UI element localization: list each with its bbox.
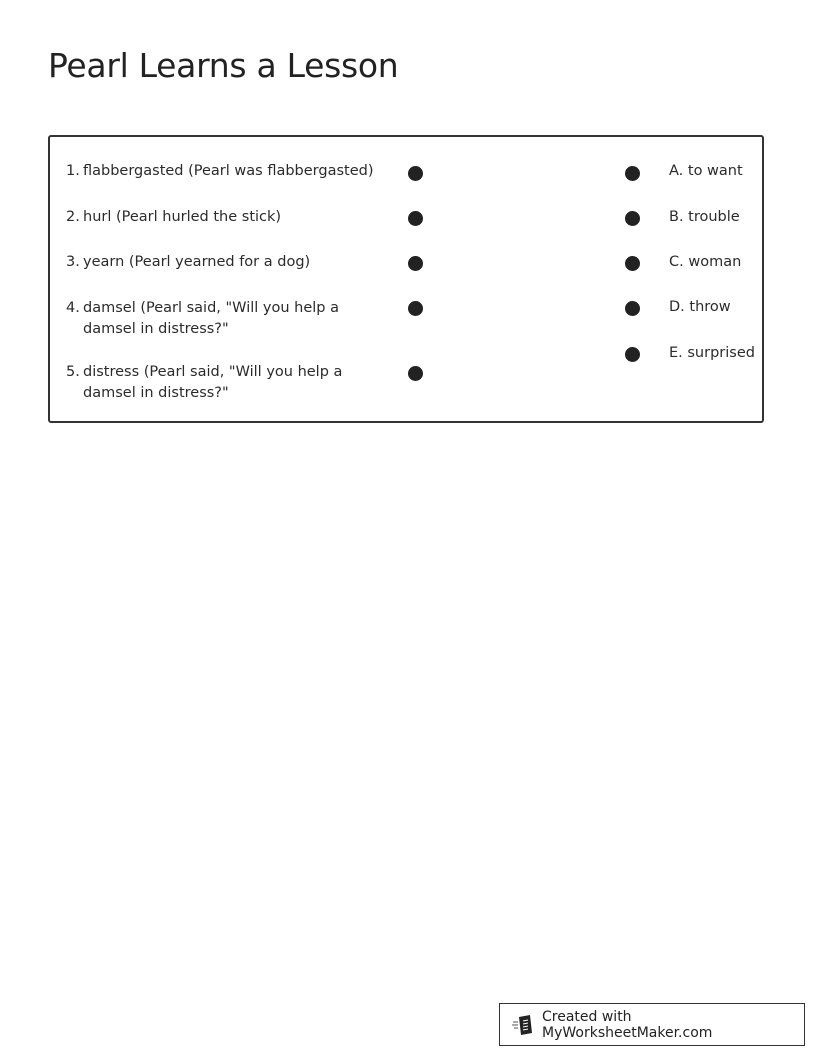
question-number: 5. (66, 364, 80, 380)
question-item (66, 207, 386, 228)
question-text: damsel (Pearl said, "Will you help a damsel in distress?" (83, 300, 339, 337)
question-item (66, 161, 386, 182)
question-text: flabbergasted (Pearl was flabbergasted) (83, 163, 374, 179)
question-text: hurl (Pearl hurled the stick) (83, 209, 282, 225)
footer-badge[interactable] (499, 1003, 805, 1046)
question-item (66, 362, 386, 404)
right-match-dot[interactable] (625, 211, 640, 226)
left-match-dot[interactable] (408, 301, 423, 316)
page-title: Pearl Learns a Lesson (48, 46, 399, 85)
right-match-dot[interactable] (625, 301, 640, 316)
answer-item: B. trouble (669, 209, 740, 225)
right-match-dot[interactable] (625, 256, 640, 271)
left-match-dot[interactable] (408, 166, 423, 181)
question-item (66, 298, 386, 340)
worksheet-maker-logo-icon (512, 1014, 534, 1036)
question-number: 4. (66, 300, 80, 316)
answer-item: D. throw (669, 299, 731, 315)
answer-item: E. surprised (669, 345, 755, 361)
right-match-dot[interactable] (625, 347, 640, 362)
question-item (66, 252, 386, 273)
right-match-dot[interactable] (625, 166, 640, 181)
question-text: distress (Pearl said, "Will you help a damsel in distress?" (83, 364, 343, 401)
question-number: 2. (66, 209, 80, 225)
answer-item: A. to want (669, 163, 743, 179)
footer-text: Created with MyWorksheetMaker.com (542, 1008, 713, 1041)
question-text: yearn (Pearl yearned for a dog) (83, 254, 311, 270)
question-number: 3. (66, 254, 80, 270)
answer-item: C. woman (669, 254, 742, 270)
left-match-dot[interactable] (408, 366, 423, 381)
question-number: 1. (66, 163, 80, 179)
left-match-dot[interactable] (408, 211, 423, 226)
left-match-dot[interactable] (408, 256, 423, 271)
